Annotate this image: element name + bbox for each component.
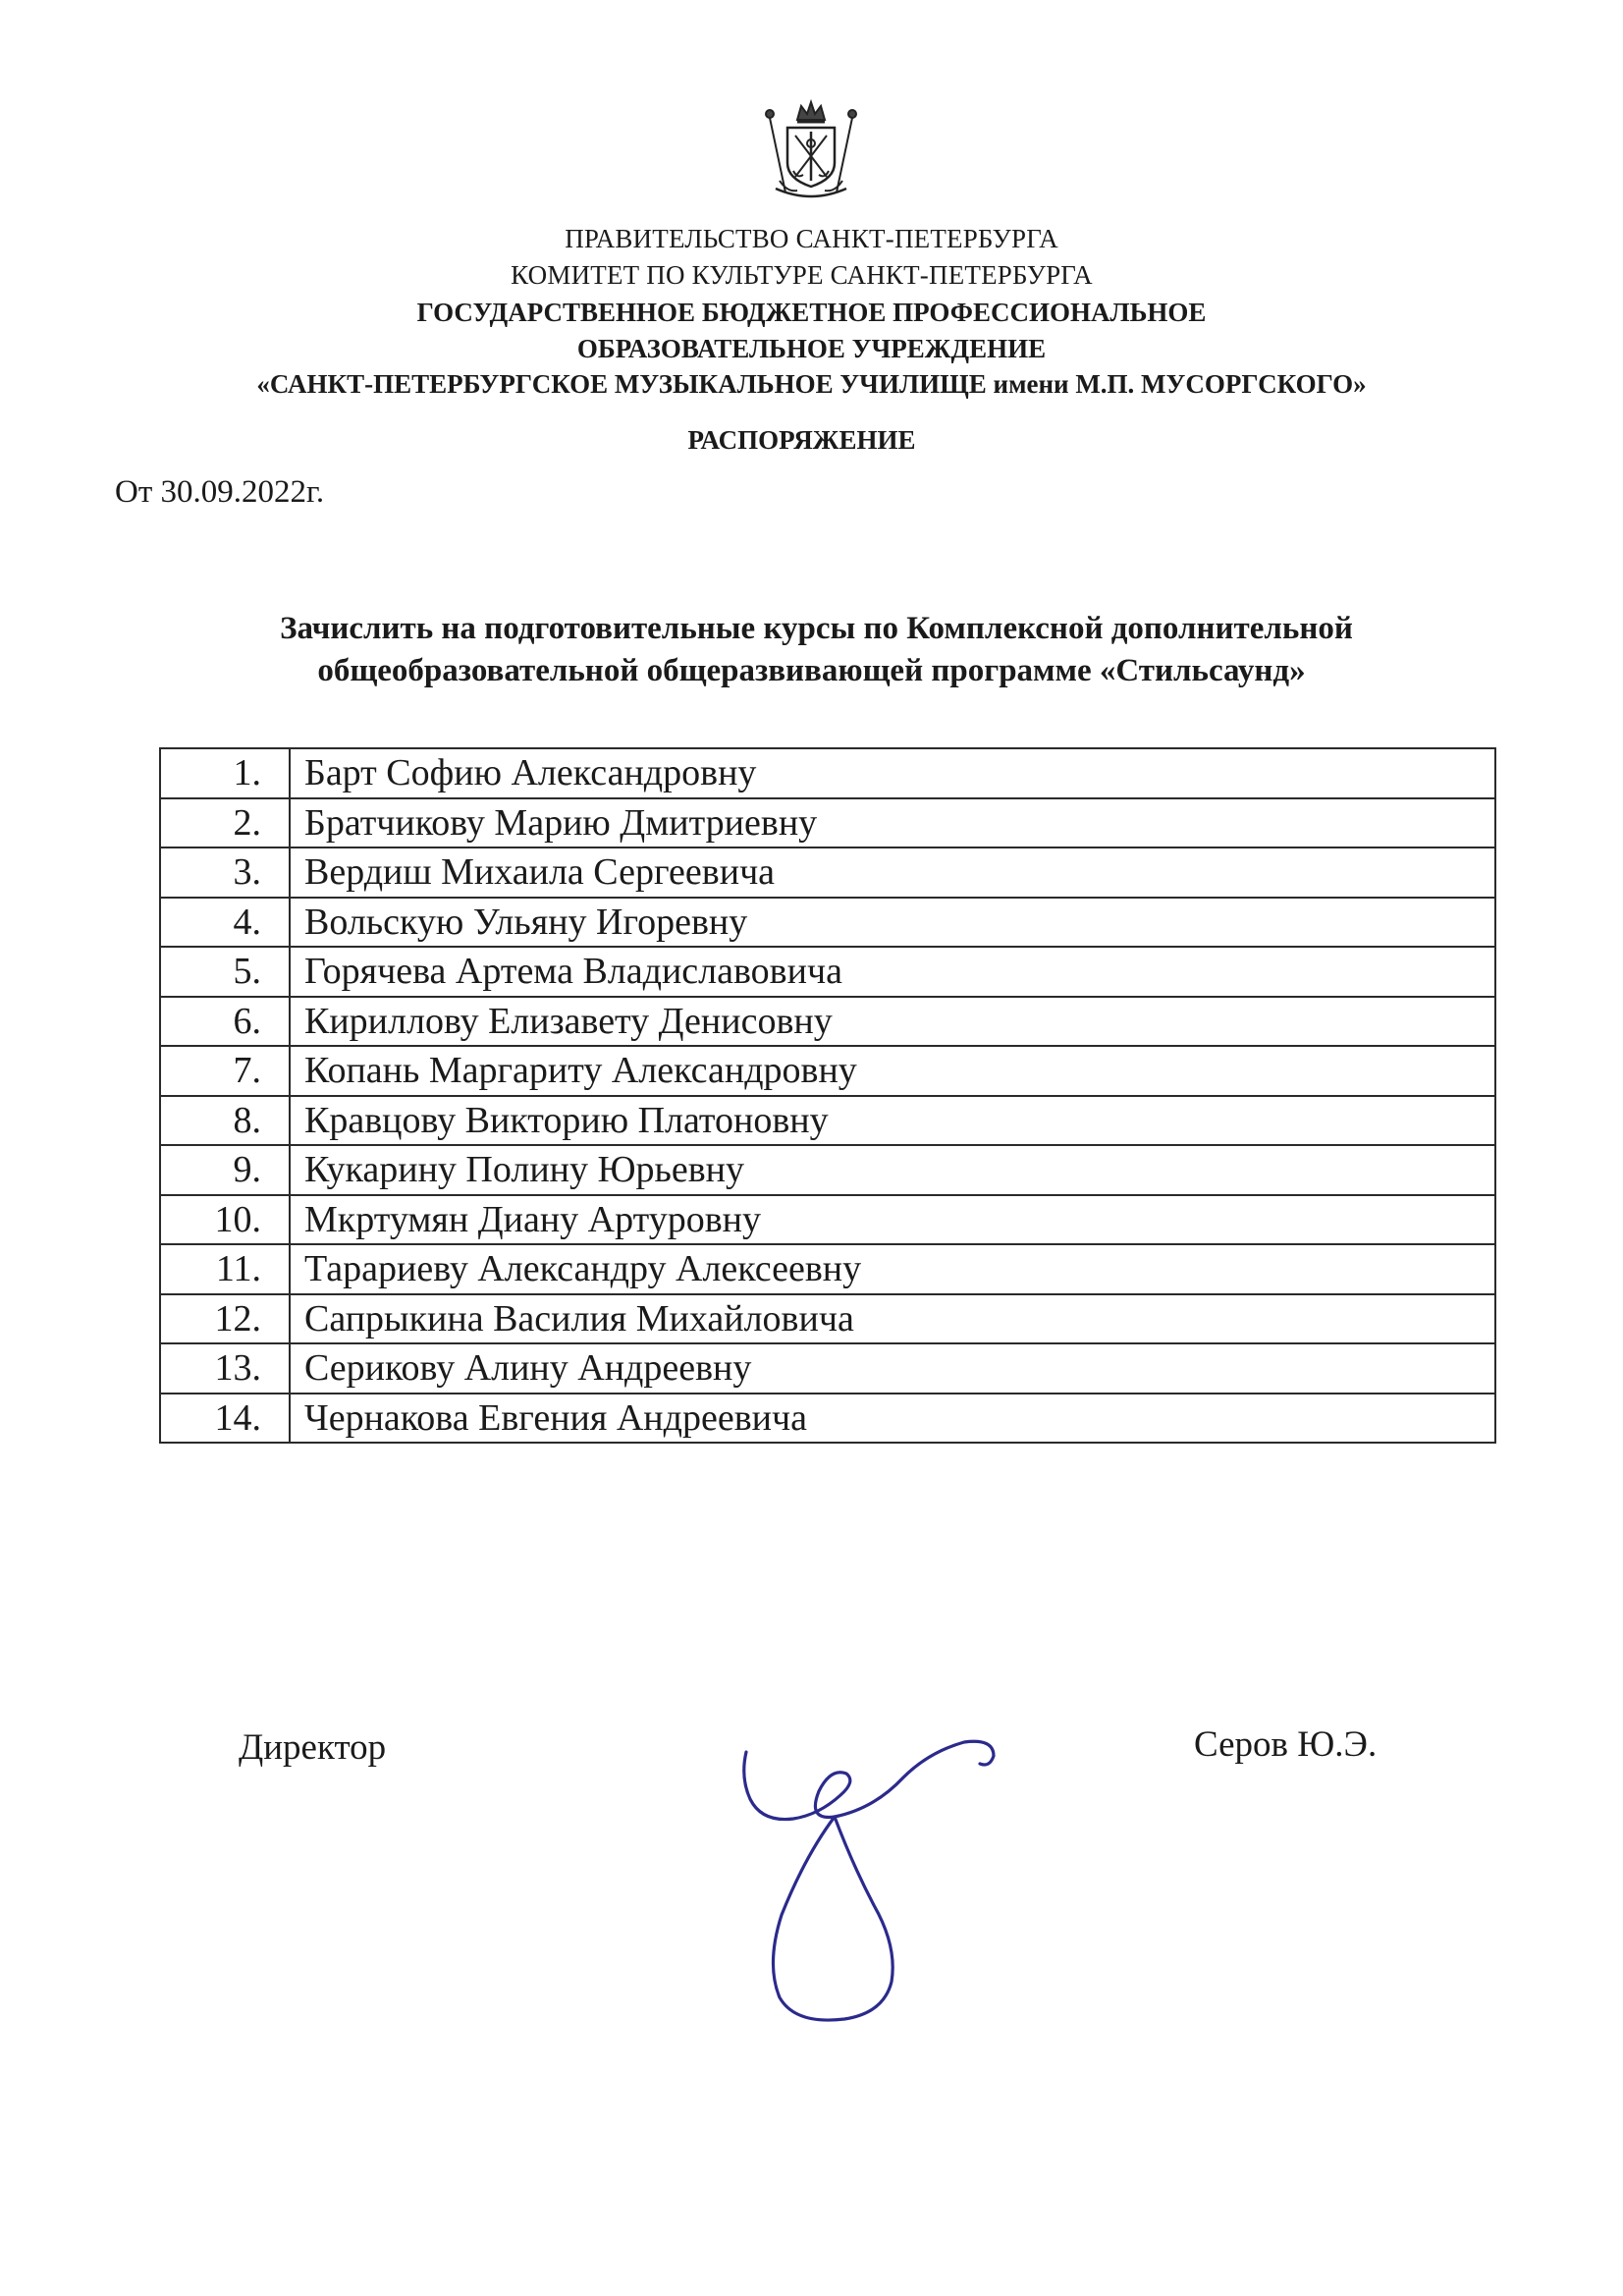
table-row [160, 748, 1495, 798]
row-number: 2. [160, 798, 290, 848]
government-name: ПРАВИТЕЛЬСТВО САНКТ-ПЕТЕРБУРГА [565, 224, 1058, 253]
row-number: 3. [160, 847, 290, 898]
student-name: Вольскую Ульяну Игоревну [290, 898, 1495, 948]
student-name: Вердиш Михаила Сергеевича [290, 847, 1495, 898]
student-name: Кравцову Викторию Платоновну [290, 1096, 1495, 1146]
institution-name-line-3: «САНКТ-ПЕТЕРБУРГСКОЕ МУЗЫКАЛЬНОЕ УЧИЛИЩЕ имени М.П. МУСОРГСКОГО» [256, 369, 1367, 399]
student-name: Чернакова Евгения Андреевича [290, 1394, 1495, 1444]
student-name: Барт Софию Александровну [290, 748, 1495, 798]
table-row [160, 1294, 1495, 1344]
student-name: Копань Маргариту Александровну [290, 1046, 1495, 1096]
document-type: РАСПОРЯЖЕНИЕ [687, 425, 916, 455]
table-row [160, 798, 1495, 848]
document-date: От 30.09.2022г. [115, 474, 325, 510]
table-row [160, 898, 1495, 948]
table-row [160, 847, 1495, 898]
table-row [160, 1046, 1495, 1096]
row-number: 9. [160, 1145, 290, 1195]
row-number: 11. [160, 1244, 290, 1294]
table-row [160, 947, 1495, 997]
student-name: Тарариеву Александру Алексеевну [290, 1244, 1495, 1294]
student-list-table [159, 747, 1496, 1444]
committee-name: КОМИТЕТ ПО КУЛЬТУРЕ САНКТ-ПЕТЕРБУРГА [511, 260, 1093, 290]
student-name: Серикову Алину Андреевну [290, 1343, 1495, 1394]
student-name: Кукарину Полину Юрьевну [290, 1145, 1495, 1195]
row-number: 14. [160, 1394, 290, 1444]
table-row [160, 1195, 1495, 1245]
row-number: 6. [160, 997, 290, 1047]
table-row [160, 1145, 1495, 1195]
coat-of-arms-icon [758, 98, 864, 200]
institution-name-line-1: ГОСУДАРСТВЕННОЕ БЮДЖЕТНОЕ ПРОФЕССИОНАЛЬНОЕ [416, 298, 1207, 327]
row-number: 4. [160, 898, 290, 948]
row-number: 13. [160, 1343, 290, 1394]
table-row [160, 997, 1495, 1047]
table-row [160, 1244, 1495, 1294]
student-name: Мкртумян Диану Артуровну [290, 1195, 1495, 1245]
table-row [160, 1096, 1495, 1146]
row-number: 10. [160, 1195, 290, 1245]
table-row [160, 1394, 1495, 1444]
row-number: 8. [160, 1096, 290, 1146]
order-text-line-2: общеобразовательной общеразвивающей программе «Стильсаунд» [317, 653, 1306, 688]
row-number: 5. [160, 947, 290, 997]
student-name: Братчикову Марию Дмитриевну [290, 798, 1495, 848]
student-name: Кириллову Елизавету Денисовну [290, 997, 1495, 1047]
director-title: Директор [239, 1727, 387, 1768]
table-row [160, 1343, 1495, 1394]
student-name: Горячева Артема Владиславовича [290, 947, 1495, 997]
order-text-line-1: Зачислить на подготовительные курсы по Комплексной дополнительной [280, 611, 1353, 646]
row-number: 7. [160, 1046, 290, 1096]
signature-image [736, 1738, 1021, 2033]
signer-name: Серов Ю.Э. [1194, 1724, 1378, 1765]
row-number: 1. [160, 748, 290, 798]
row-number: 12. [160, 1294, 290, 1344]
student-name: Сапрыкина Василия Михайловича [290, 1294, 1495, 1344]
institution-name-line-2: ОБРАЗОВАТЕЛЬНОЕ УЧРЕЖДЕНИЕ [576, 334, 1047, 363]
